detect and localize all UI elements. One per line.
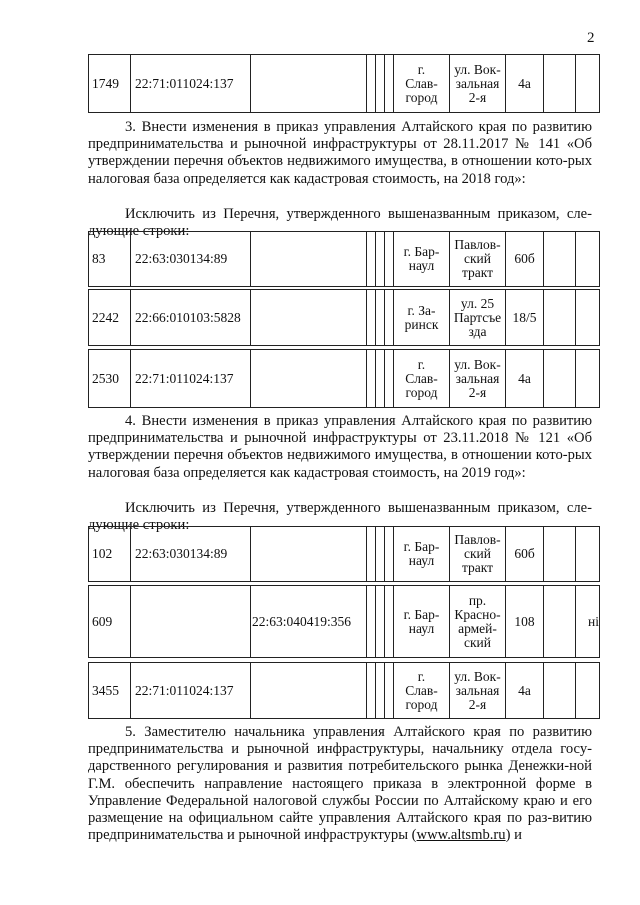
cadastral-number: 22:71:011024:137 (131, 350, 251, 408)
table-2018 (88, 231, 600, 287)
paragraph-3: 3. Внести изменения в приказ управления Алтайского края по развитию предпринимательства и рыночной инфраструктуры от 28.11.2017 № 141 «Об утверждении перечня объектов недвижимого имущества, в отношении кото-рых налоговая база определяется как кадастровая стоимость, на 2018 год»: (88, 119, 592, 187)
paragraph-3-exclude: Исключить из Перечня, утвержденного вышеназванным приказом, сле-дующие строки: (88, 206, 592, 240)
street-cell: пр. Красно- армей- ский (450, 586, 506, 658)
paragraph-5: 5. Заместителю начальника управления Алтайского края по развитию предпринимательства и рыночной инфраструктуры, начальнику отдела госу-дарственного регулирования и развития потребительского рынка Денежки-ной Г.М. обеспечить направление настоящего приказа в электронной форме в Управление Федеральной налоговой службы России по Алтайскому краю и его размещение на официальном сайте управления Алтайского края по раз-витию предпринимательства и рыночной инфраструктуры (www.altsmb.ru) и (88, 724, 592, 844)
row-number: 609 (89, 586, 131, 658)
table-row (89, 55, 600, 113)
row-number: 2242 (89, 290, 131, 346)
cadastral-number (131, 586, 251, 658)
house-cell: 60б (506, 232, 544, 287)
paragraph-4-exclude: Исключить из Перечня, утвержденного вышеназванным приказом, сле-дующие строки: (88, 500, 592, 534)
website-link[interactable]: www.altsmb.ru (416, 827, 506, 844)
table-row (89, 290, 600, 346)
cadastral-number-2 (251, 350, 367, 408)
row-number: 102 (89, 527, 131, 582)
cadastral-number-2 (251, 663, 367, 719)
house-cell: 4а (506, 663, 544, 719)
street-cell: Павлов- ский тракт (450, 527, 506, 582)
cadastral-number: 22:71:011024:137 (131, 663, 251, 719)
empty-cell (367, 55, 376, 113)
extra-cell (576, 55, 600, 113)
page-number: 2 (587, 30, 595, 46)
extra-cell (576, 527, 600, 582)
street-cell: ул. Вок- зальная 2-я (450, 55, 506, 113)
paragraph-4: 4. Внести изменения в приказ управления Алтайского края по развитию предпринимательства и рыночной инфраструктуры от 23.11.2018 № 121 «Об утверждении перечня объектов недвижимого имущества, в отношении кото-рых налоговая база определяется как кадастровая стоимость, на 2019 год»: (88, 413, 592, 481)
table-2019-row-2 (88, 585, 600, 658)
cadastral-number: 22:63:030134:89 (131, 232, 251, 287)
extra-cell (576, 350, 600, 408)
extra-cell: нi (576, 586, 600, 658)
city-cell: г. Бар- наул (394, 586, 450, 658)
table-2019 (88, 526, 600, 582)
street-cell: ул. Вок- зальная 2-я (450, 350, 506, 408)
extra-cell (576, 663, 600, 719)
table-row (89, 527, 600, 582)
cadastral-number-2 (251, 527, 367, 582)
row-number: 1749 (89, 55, 131, 113)
empty-cell (385, 55, 394, 113)
city-cell: г. Слав- город (394, 55, 450, 113)
table-row (89, 663, 600, 719)
cadastral-number: 22:63:030134:89 (131, 527, 251, 582)
city-cell: г. Слав- город (394, 663, 450, 719)
cadastral-number-2: 22:63:040419:356 (251, 586, 367, 658)
table-2019-row-3 (88, 662, 600, 719)
cadastral-number: 22:71:011024:137 (131, 55, 251, 113)
row-number: 3455 (89, 663, 131, 719)
top-table (88, 54, 600, 113)
street-cell: Павлов- ский тракт (450, 232, 506, 287)
extra-cell (576, 232, 600, 287)
table-2018-row-2 (88, 289, 600, 346)
cadastral-number-2 (251, 55, 367, 113)
table-2018-row-3 (88, 349, 600, 408)
cadastral-number-2 (251, 232, 367, 287)
empty-cell (544, 55, 576, 113)
city-cell: г. Бар- наул (394, 527, 450, 582)
cadastral-number-2 (251, 290, 367, 346)
city-cell: г. Бар- наул (394, 232, 450, 287)
table-row (89, 232, 600, 287)
street-cell: ул. 25 Партсъе зда (450, 290, 506, 346)
house-cell: 60б (506, 527, 544, 582)
house-cell: 18/5 (506, 290, 544, 346)
city-cell: г. Слав- город (394, 350, 450, 408)
street-cell: ул. Вок- зальная 2-я (450, 663, 506, 719)
house-cell: 108 (506, 586, 544, 658)
house-cell: 4а (506, 55, 544, 113)
extra-cell (576, 290, 600, 346)
table-row (89, 350, 600, 408)
house-cell: 4а (506, 350, 544, 408)
city-cell: г. За- ринск (394, 290, 450, 346)
row-number: 83 (89, 232, 131, 287)
cadastral-number: 22:66:010103:5828 (131, 290, 251, 346)
table-row (89, 586, 600, 658)
empty-cell (376, 55, 385, 113)
row-number: 2530 (89, 350, 131, 408)
